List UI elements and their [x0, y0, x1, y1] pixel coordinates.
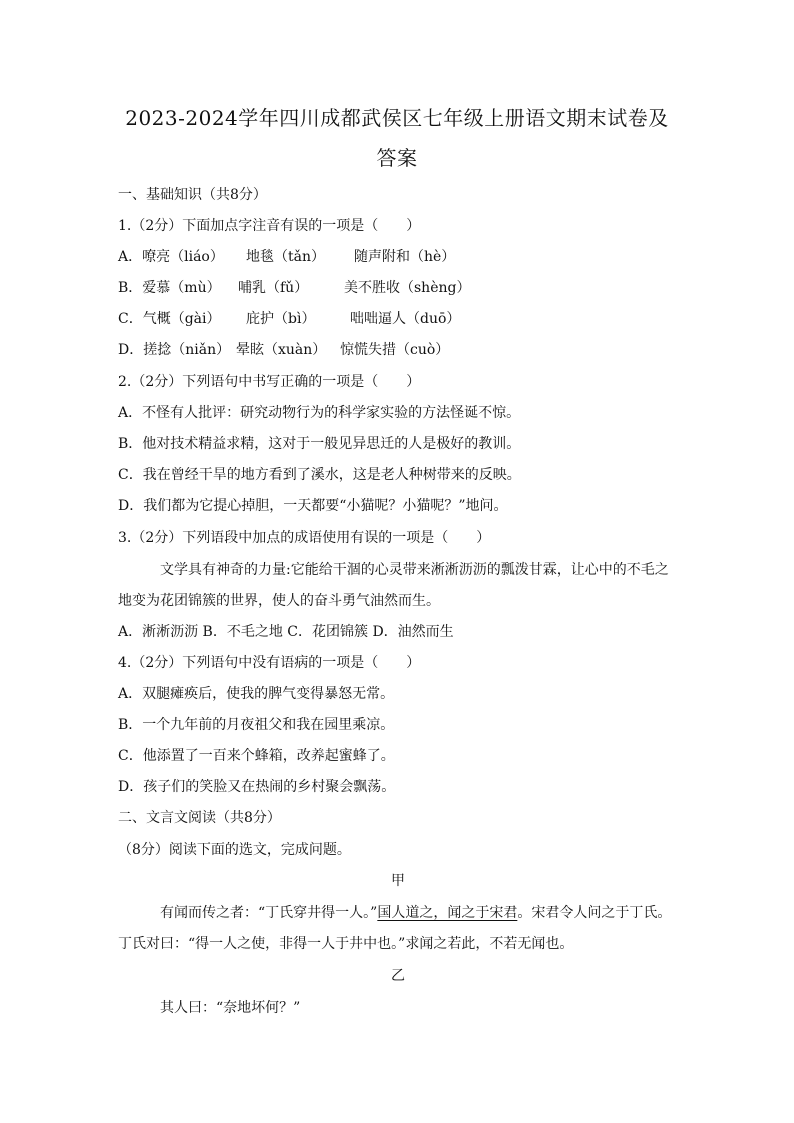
question-2-stem: 2.（2分）下列语句中书写正确的一项是（ ）: [118, 374, 421, 390]
question-2-option-d: D．我们都为它提心掉胆，一天都要“小猫呢？小猫呢？”地问。: [118, 498, 508, 514]
option-c-word-1: C．气概（gài）: [118, 311, 221, 327]
option-d-word-2: 晕眩（xuàn）: [236, 342, 327, 358]
option-a-word-2: 地毯（tǎn）: [246, 249, 325, 265]
passage-yi-heading: 乙: [391, 968, 405, 984]
question-1-stem: 1.（2分）下面加点字注音有误的一项是（ ）: [118, 218, 421, 234]
option-d-word-3: 惊慌失措（cuò）: [340, 342, 450, 358]
passage-jia-text-a: 有闻而传之者：“丁氏穿井得一人。”: [160, 905, 378, 921]
option-b-word-2: 哺乳（fǔ）: [238, 280, 309, 296]
option-a-word-1: A．嘹亮（liáo）: [118, 249, 224, 265]
option-a-word-3: 随声附和（hè）: [354, 249, 456, 265]
question-2-option-c: C．我在曾经干旱的地方看到了溪水，这是老人种树带来的反映。: [118, 467, 521, 483]
question-4-option-b: B．一个九年前的月夜祖父和我在园里乘凉。: [118, 717, 395, 733]
question-1-option-c: [118, 309, 678, 329]
section-heading-basic-knowledge: 一、基础知识（共8分）: [118, 187, 267, 203]
question-3-options: A．淅淅沥沥 B．不毛之地 C．花团锦簇 D．油然而生: [118, 624, 454, 640]
option-c-word-3: 咄咄逼人（duō）: [350, 311, 461, 327]
section-heading-classical-reading: 二、文言文阅读（共8分）: [118, 810, 281, 826]
question-1-option-b: [118, 278, 678, 298]
option-c-word-2: 庇护（bì）: [246, 311, 316, 327]
question-3-passage-line-1: 文学具有神奇的力量:它能给干涸的心灵带来淅淅沥沥的瓢泼甘霖，让心中的不毛之: [160, 562, 669, 578]
question-1-option-d: [118, 340, 678, 360]
passage-jia-heading: 甲: [391, 873, 405, 889]
passage-jia-line-1: [160, 903, 720, 923]
document-title-line-2: 答案: [376, 146, 418, 170]
document-title-line-1: 2023-2024学年四川成都武侯区七年级上册语文期末试卷及: [125, 106, 669, 130]
passage-yi-line-1: 其人曰：“奈地坏何？”: [160, 1000, 301, 1016]
question-2-option-a: A．不怪有人批评：研究动物行为的科学家实验的方法怪诞不惊。: [118, 405, 521, 421]
question-5-stem: （8分）阅读下面的选文，完成问题。: [118, 842, 351, 858]
question-1-option-a: [118, 247, 678, 267]
question-4-option-c: C．他添置了一百来个蜂箱，改养起蜜蜂了。: [118, 748, 395, 764]
question-2-option-b: B．他对技术精益求精，这对于一般见异思迁的人是极好的教训。: [118, 436, 521, 452]
question-4-option-a: A．双腿瘫痪后，使我的脾气变得暴怒无常。: [118, 686, 395, 702]
option-d-word-1: D．搓捻（niǎn）: [118, 342, 231, 358]
passage-jia-text-b: 。宋君令人问之于丁氏。: [517, 905, 672, 921]
option-b-word-3: 美不胜收（shèng）: [344, 280, 471, 296]
option-b-word-1: B．爱慕（mù）: [118, 280, 221, 296]
question-3-passage-line-2: 地变为花团锦簇的世界，使人的奋斗勇气油然而生。: [118, 593, 440, 609]
question-4-stem: 4.（2分）下列语句中没有语病的一项是（ ）: [118, 655, 421, 671]
question-3-stem: 3.（2分）下列语段中加点的成语使用有误的一项是（ ）: [118, 530, 491, 546]
passage-jia-underlined-sentence: 国人道之，闻之于宋君: [377, 905, 518, 921]
passage-jia-line-2: 丁氏对曰：“得一人之使，非得一人于井中也。”求闻之若此，不若无闻也。: [118, 936, 574, 952]
question-4-option-d: D．孩子们的笑脸又在热闹的乡村聚会飘荡。: [118, 779, 396, 795]
